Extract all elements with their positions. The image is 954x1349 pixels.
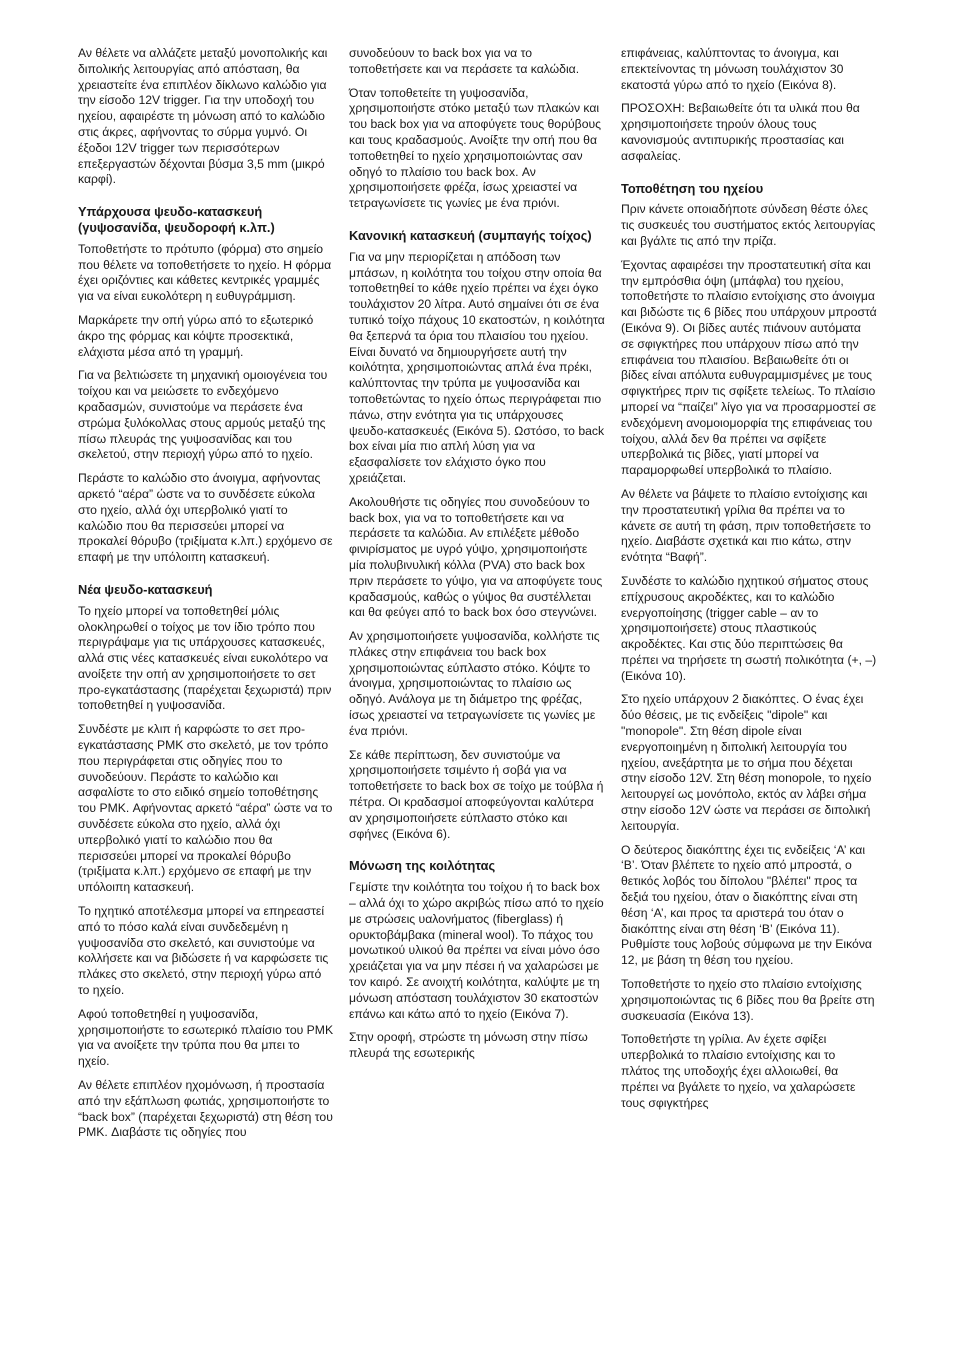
body-paragraph: Το ηχείο μπορεί να τοποθετηθεί μόλις ολοκληρωθεί ο τοίχος με τον ίδιο τρόπο που περιγράψαμε για τις υπάρχουσες κατασκευές, αλλά στις νέες κατασκευές είναι ευκολότερο να ανοίξετε την οπή αν χρησιμοποιήσετε το σετ προ-εγκατάστασης (παρέχεται ξεχωριστά) πριν τοποθετηθεί η γυψοσανίδα. (78, 603, 332, 713)
body-paragraph: ΠΡΟΣΟΧΗ: Βεβαιωθείτε ότι τα υλικά που θα χρησιμοποιήσετε τηρούν όλους τους κανονισμούς αντιπυρικής προστασίας και ασφαλείας. (621, 101, 860, 163)
body-paragraph: Ακολουθήστε τις οδηγίες που συνοδεύουν το back box, για να το τοποθετήσετε και να περάσετε τα καλώδια. Αν επιλέξετε μέθοδο φινιρίσματος με υγρό γύψο, χρησιμοποιήστε μία πολυβινυλική κόλλα (PVA) στο back box πριν περάσετε το γύψο, για να αποφύγετε τους κραδασμούς, καθώς ο γύψος θα συστέλλεται και θα φεύγει από το back box όσο στεγνώνει. (349, 494, 603, 620)
body-paragraph: Τοποθετήστε το πρότυπο (φόρμα) στο σημείο που θέλετε να τοποθετήσετε το ηχείο. Η φόρμα έχει οριζόντιες και κάθετες κεντρικές γραμμές για να είναι ευκολότερη η ευθυγράμμιση. (78, 241, 332, 304)
body-paragraph: Πριν κάνετε οποιαδήποτε σύνδεση θέστε όλες τις συσκευές του συστήματος εκτός λειτουργίας και βγάλτε τις από την πρίζα. (621, 202, 876, 248)
text-column-1 (78, 46, 334, 1149)
text-column-2 (349, 46, 605, 1070)
body-paragraph: Αφού τοποθετηθεί η γυψοσανίδα, χρησιμοποιήστε το εσωτερικό πλαίσιο του PMK για να ανοίξετε την τρύπα που θα μπει το ηχείο. (78, 1006, 334, 1069)
body-paragraph: Έχοντας αφαιρέσει την προστατευτική σίτα και την εμπρόσθια όψη (μπάφλα) του ηχείου, τοποθετήστε το πλαίσιο εντοίχισης στο άνοιγμα και βιδώστε τις 6 βίδες που υπάρχουν μπροστά (Εικόνα 9). Οι βίδες αυτές πιάνουν αυτόματα σε σφιγκτήρες που υπάρχουν πίσω από την επιφάνεια του πλαισίου. Βεβαιωθείτε ότι οι βίδες είναι απόλυτα ευθυγραμμισμένες με τους σφιγκτήρες πριν τις σφίξετε τελείως. Το πλαίσιο μπορεί να “παίζει” λίγο για να προσαρμοστεί σε ενδεχόμενη ανομοιομορφία της επιφάνειας του τοίχου, αλλά δεν θα πρέπει να σφίξετε υπερβολικά τις βίδες, γιατί μπορεί να παραμορφωθεί υπερβολικά το πλαίσιο. (621, 257, 877, 478)
body-paragraph: επιφάνειας, καλύπτοντας το άνοιγμα, και επεκτείνοντας τη μόνωση τουλάχιστον 30 εκατοστά γύρω από το ηχείο (Εικόνα 8). (621, 46, 844, 92)
body-paragraph: Το ηχητικό αποτέλεσμα μπορεί να επηρεαστεί από το πόσο καλά είναι συνδεδεμένη η γυψοσανίδα στο σκελετό, και συνιστούμε να κολλήσετε και να βιδώσετε ή να καρφώσετε τις πλάκες στο σκελετό, στην περιοχή γύρω από το ηχείο. (78, 904, 329, 998)
section-heading: Νέα ψευδο-κατασκευή (78, 581, 213, 597)
body-paragraph: Συνδέστε το καλώδιο ηχητικού σήματος στους επίχρυσους ακροδέκτες, και το καλώδιο ενεργοποίησης (trigger cable – αν το χρησιμοποιήσετε) στους πλαστικούς ακροδέκτες. Και στις δύο περιπτώσεις θα πρέπει να τηρήσετε τη σωστή πολικότητα (+, –) (Εικόνα 10). (621, 573, 877, 683)
body-paragraph: Γεμίστε την κοιλότητα του τοίχου ή το back box – αλλά όχι το χώρο ακριβώς πίσω από το ηχείο με στρώσεις υαλονήματος (fiberglass) ή ορυκτοβάμβακα (mineral wool). Το πάχος του μονωτικού υλικού θα πρέπει να είναι μόνο όσο χρειάζεται για να μην πέσει ή να χαλαρώσει με τον καιρό. Σε ανοιχτή κοιλότητα, καλύψτε με τη μόνωση απόσταση τουλάχιστον 30 εκατοστών επάνω και κάτω από το ηχείο (Εικόνα 7). (349, 880, 604, 1021)
body-paragraph: Αν θέλετε να αλλάζετε μεταξύ μονοπολικής και διπολικής λειτουργίας από απόσταση, θα χρειαστείτε ένα επιπλέον δίκλωνο καλώδιο για την είσοδο 12V trigger. Για την υποδοχή του ηχείου, αφαιρέστε τη μόνωση από το καλώδιο στις άκρες, αφήνοντας το σύρμα γυμνό. Οι έξοδοι 12V trigger των περισσότερων επεξεργαστών δέχονται βύσμα 3,5 mm (μικρό καρφί). (78, 46, 328, 187)
body-paragraph: Μαρκάρετε την οπή γύρω από το εξωτερικό άκρο της φόρμας και κόψτε προσεκτικά, ελάχιστα μέσα από τη γραμμή. (78, 312, 314, 359)
body-paragraph: συνοδεύουν το back box για να το τοποθετήσετε και να περάσετε τα καλώδια. (349, 46, 580, 76)
body-paragraph: Όταν τοποθετείτε τη γυψοσανίδα, χρησιμοποιήστε στόκο μεταξύ των πλακών και του back box για να αποφύγετε τους θορύβους και τους κραδασμούς. Ανοίξτε την οπή που θα τοποθετηθεί το ηχείο χρησιμοποιώντας σαν οδηγό το πλαίσιο του back box. Αν χρησιμοποιήσετε φρέζα, ίσως χρειαστεί να τετραγωνίσετε τις γωνίες με ένα πριόνι. (349, 85, 602, 211)
section-heading: Τοποθέτηση του ηχείου (621, 180, 764, 196)
body-paragraph: Αν θέλετε επιπλέον ηχομόνωση, ή προστασία από την εξάπλωση φωτιάς, χρησιμοποιήστε το “back box” (παρέχεται ξεχωριστά) στη θέση του PMK. Διαβάστε τις οδηγίες που (78, 1078, 333, 1140)
body-paragraph: Στο ηχείο υπάρχουν 2 διακόπτες. Ο ένας έχει δύο θέσεις, με τις ενδείξεις "dipole" και "monopole". Στη θέση dipole είναι ενεργοποιημένη η διπολική λειτουργία του ηχείου, ανεξάρτητα με το σήμα που δέχεται στην είσοδο 12V. Στη θέση monopole, το ηχείο λειτουργεί ως μονόπολο, εκτός αν λάβει σήμα στην είσοδο 12V ώστε να περάσει σε διπολική λειτουργία. (621, 692, 872, 833)
body-paragraph: Τοποθετήστε τη γρίλια. Αν έχετε σφίξει υπερβολικά το πλαίσιο εντοίχισης και το πλάτος της υποδοχής έχει αλλοιωθεί, θα πρέπει να βγάλετε το ηχείο, να χαλαρώσετε τους σφιγκτήρες (621, 1032, 856, 1110)
body-paragraph: Ο δεύτερος διακόπτης έχει τις ενδείξεις ‘A’ και ‘B’. Όταν βλέπετε το ηχείο από μπροστά, ο θετικός λοβός του δίπολου "βλέπει" προς τα δεξιά του ηχείου, όταν ο διακόπτης είναι στη θέση ‘A’, και προς τα αριστερά του όταν ο διακόπτης είναι στη θέση ‘B’ (Εικόνα 11). Ρυθμίστε τους λοβούς σύμφωνα με την Εικόνα 12, με βάση τη θέση του ηχείου. (621, 842, 872, 968)
body-paragraph: Περάστε το καλώδιο στο άνοιγμα, αφήνοντας αρκετό “αέρα” ώστε να το συνδέσετε εύκολα στο ηχείο, αλλά όχι υπερβολικό γιατί το καλώδιο που θα περισσεύει μπορεί να προκαλεί θόρυβο (τριξίματα κ.λπ.) ερχόμενο σε επαφή με την υπόλοιπη κατασκευή. (78, 471, 333, 565)
body-paragraph: Αν χρησιμοποιήσετε γυψοσανίδα, κολλήστε τις πλάκες στην επιφάνεια του back box χρησιμοποιώντας εύπλαστο στόκο. Κόψτε το άνοιγμα, χρησιμοποιώντας το πλαίσιο ως οδηγό. Ανάλογα με τη διάμετρο της φρέζας, ίσως χρειαστεί να τετραγωνίσετε τις γωνίες με ένα πριόνι. (349, 629, 600, 738)
body-paragraph: Τοποθετήστε το ηχείο στο πλαίσιο εντοίχισης χρησιμοποιώντας τις 6 βίδες που θα βρείτε στη συσκευασία (Εικόνα 13). (621, 977, 875, 1023)
body-paragraph: Συνδέστε με κλιπ ή καρφώστε το σετ προ-εγκατάστασης PMK στο σκελετό, με τον τρόπο που περιγράφεται στις οδηγίες που το συνοδεύουν. Περάστε το καλώδιο και ασφαλίστε το στο ειδικό σημείο τοποθέτησης του PMK. Αφήνοντας αρκετό “αέρα” ώστε να το συνδέσετε εύκολα στο ηχείο, αλλά όχι υπερβολικό γιατί το καλώδιο που θα περισσεύει μπορεί να προκαλεί θόρυβο (τριξίματα κ.λπ.) ερχόμενο σε επαφή με την υπόλοιπη κατασκευή. (78, 722, 333, 895)
body-paragraph: Για να βελτιώσετε τη μηχανική ομοιογένεια του τοίχου και να μειώσετε το ενδεχόμενο κραδασμών, συνιστούμε να περάσετε ένα στρώμα ξυλόκολλας στους αρμούς μεταξύ της πίσω πλευράς της γυψοσανίδας και του σκελετού, στην περιοχή γύρω από το ηχείο. (78, 368, 328, 462)
body-paragraph: Αν θέλετε να βάψετε το πλαίσιο εντοίχισης και την προστατευτική γρίλια θα πρέπει να το κάνετε σε αυτή τη φάση, πριν τοποθετήσετε το ηχείο. Διαβάστε σχετικά και πιο κάτω, στην ενότητα “Βαφή”. (621, 486, 871, 565)
body-paragraph: Σε κάθε περίπτωση, δεν συνιστούμε να χρησιμοποιήσετε τσιμέντο ή σοβά για να τοποθετήσετε το back box σε τοίχο με τούβλα ή πέτρα. Οι κραδασμοί αποφεύγονται καλύτερα αν χρησιμοποιήσετε εύπλαστο στόκο και σφήνες (Εικόνα 6). (349, 747, 604, 841)
section-heading: Κανονική κατασκευή (συμπαγής τοίχος) (349, 227, 592, 243)
section-heading: Υπάρχουσα ψευδο-κατασκευή (γυψοσανίδα, ψευδοροφή κ.λπ.) (78, 204, 275, 235)
body-paragraph: Στην οροφή, στρώστε τη μόνωση στην πίσω πλευρά της εσωτερικής (349, 1030, 588, 1061)
text-column-3 (621, 46, 877, 1119)
section-heading: Μόνωση της κοιλότητας (349, 858, 496, 874)
body-paragraph: Για να μην περιορίζεται η απόδοση των μπάσων, η κοιλότητα του τοίχου στην οποία θα τοποθετηθεί το κάθε ηχείο πρέπει να έχει όγκο τουλάχιστον 20 λίτρα. Αυτό σημαίνει ότι σε ένα τυπικό τοίχο πάχους 10 εκατοστών, η κοιλότητα θα ξεπερνά τα όρια του πλαισίου του ηχείου. Είναι δυνατό να δημιουργήσετε αυτή την κοιλότητα, χρησιμοποιώντας απλά ένα πρέκι, καλύπτοντας την τρύπα με γυψοσανίδα και τοποθετώντας το ηχείο όπως περιγράφεται πιο πάνω, στην ενότητα για τις υπάρχουσες ψευδο-κατασκευές (Εικόνα 5). Ωστόσο, το back box είναι μία πιο απλή λύση για να εξασφαλίσετε τον ελάχιστο όγκο που χρειάζεται. (349, 249, 605, 485)
